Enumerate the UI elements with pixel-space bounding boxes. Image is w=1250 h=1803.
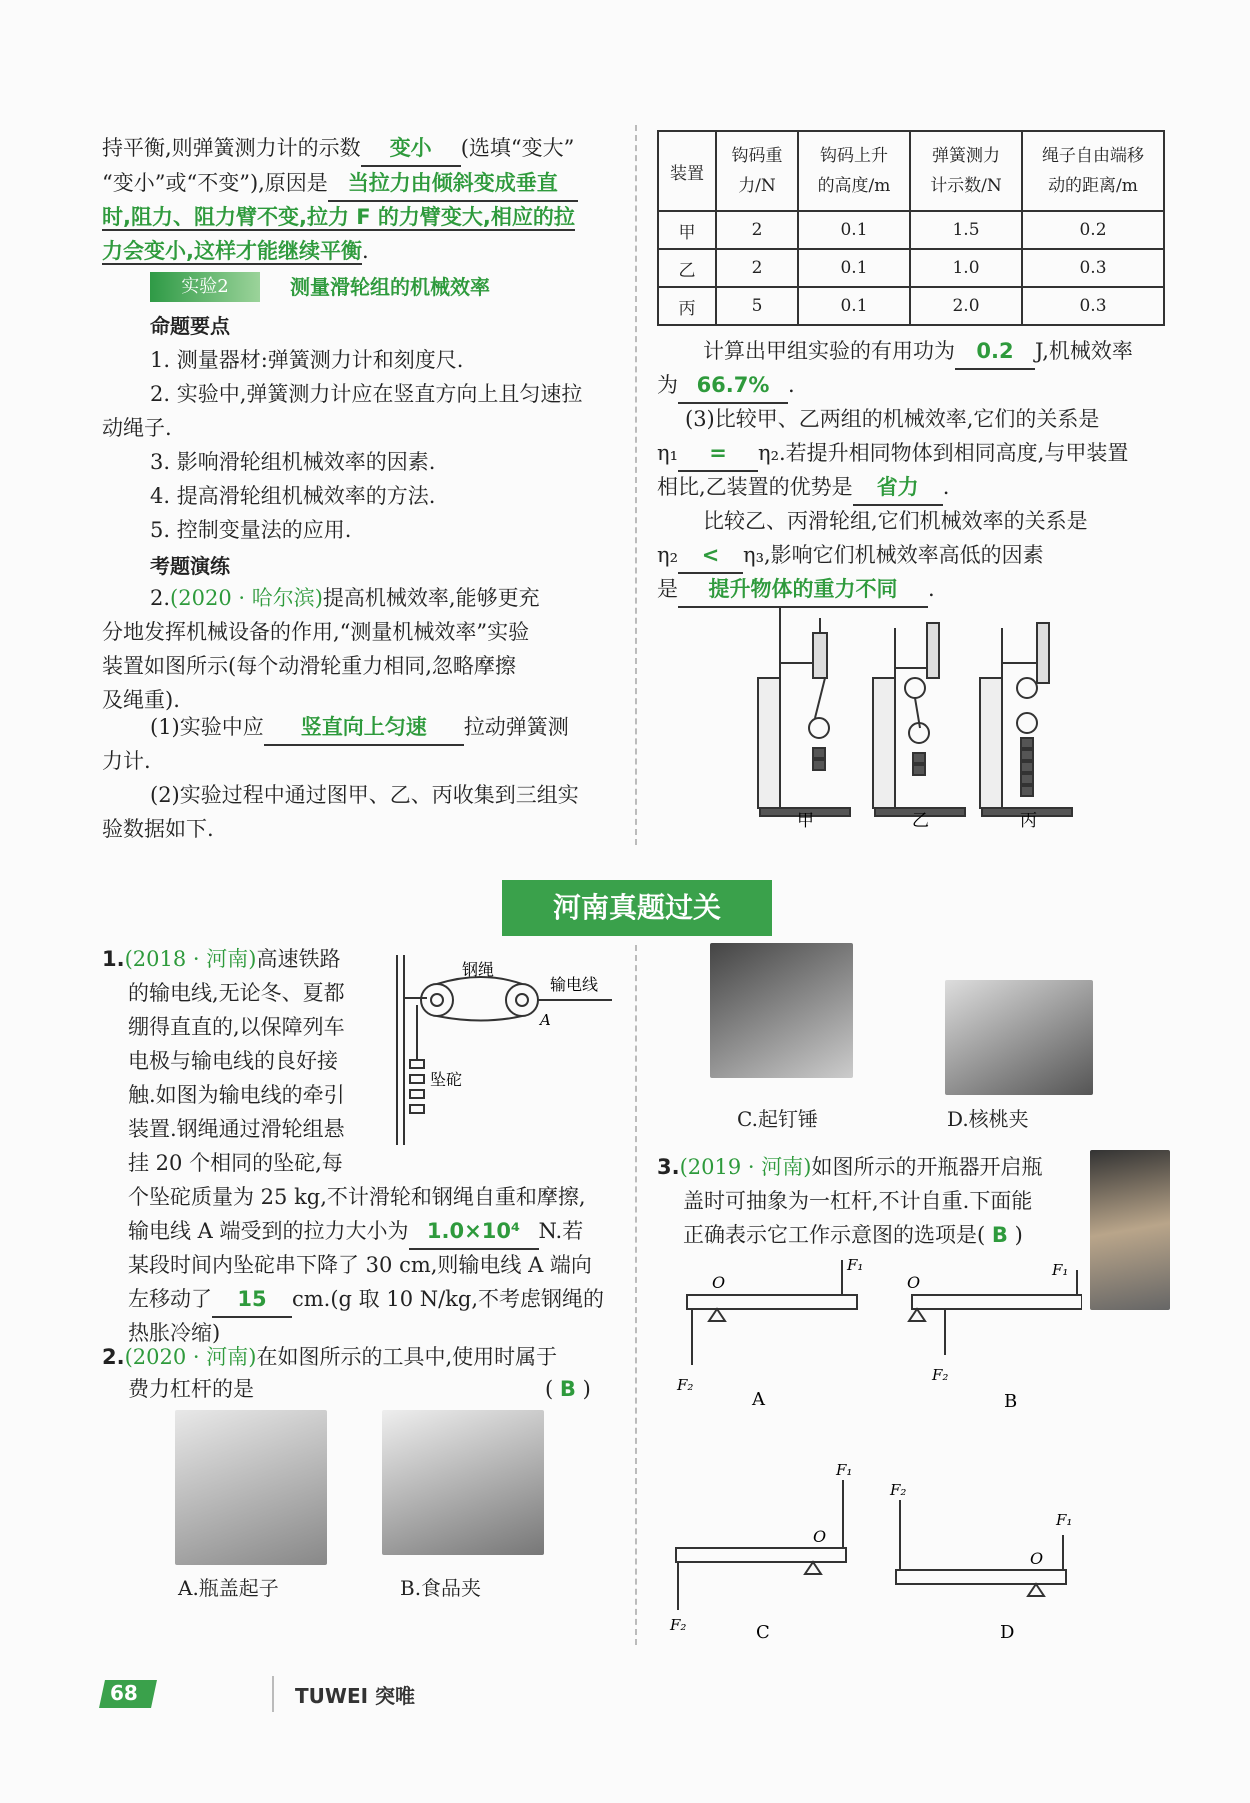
bottle-opener-photo: [175, 1410, 327, 1565]
figure-label-yi: 乙: [912, 811, 929, 828]
table-cell: 2: [716, 211, 798, 249]
label-f2: F₂: [670, 1616, 687, 1634]
text-line: 时,阻力、阻力臂不变,拉力 F 的力臂变大,相应的拉: [102, 205, 575, 229]
question-line: 的输电线,无论冬、夏都: [128, 981, 345, 1005]
food-tongs-photo: [382, 1410, 544, 1555]
question-line: 触.如图为输电线的牵引: [128, 1083, 345, 1107]
text-line: 力会变小,这样才能继续平衡.: [102, 239, 369, 263]
label-o: O: [712, 1273, 726, 1292]
text-line: “变小”或“不变”),原因是 当拉力由倾斜变成垂直: [102, 166, 578, 202]
text-line: 计算出甲组实验的有用功为 0.2 J,机械效率: [703, 334, 1133, 370]
table-cell: 5: [716, 287, 798, 325]
points-heading: 命题要点: [150, 314, 230, 338]
question-line: 验数据如下.: [102, 817, 214, 841]
label-f1: F₁: [847, 1256, 864, 1274]
question-line: 2.(2020 · 哈尔滨)提高机械效率,能够更充: [150, 586, 540, 610]
table-cell: 0.1: [798, 287, 910, 325]
question-line: 某段时间内坠砣串下降了 30 cm,则输电线 A 端向: [128, 1253, 592, 1277]
point: 5. 控制变量法的应用.: [150, 518, 352, 542]
footer-divider: [272, 1676, 274, 1712]
question-line: (1)实验中应 竖直向上匀速 拉动弹簧测: [150, 710, 569, 746]
question-line: (2)实验过程中通过图甲、乙、丙收集到三组实: [150, 783, 579, 807]
lever-diagram-top: [672, 1255, 1082, 1415]
label-f2: F₂: [677, 1376, 694, 1394]
option-label: D: [1000, 1622, 1015, 1640]
data-table: [657, 130, 1165, 326]
section-banner: 河南真题过关: [502, 880, 772, 936]
traction-device-figure: [392, 950, 622, 1150]
option-label: A: [752, 1389, 765, 1410]
caption-b: B.食品夹: [400, 1576, 482, 1600]
text-line: 比较乙、丙滑轮组,它们机械效率的关系是: [703, 509, 1088, 533]
caption-c: C.起钉锤: [737, 1107, 818, 1131]
bottle-opener-lever-photo: [1090, 1150, 1170, 1310]
label-o: O: [813, 1527, 827, 1546]
lever-diagram-bottom: [668, 1460, 1078, 1640]
caption-a: A.瓶盖起子: [178, 1576, 279, 1600]
option-label: B: [1004, 1391, 1018, 1412]
question-line: 挂 20 个相同的坠砣,每: [128, 1151, 343, 1175]
text-line: 是 提升物体的重力不同 .: [657, 572, 935, 608]
table-cell: 1.0: [910, 249, 1022, 287]
table-cell: 0.3: [1022, 287, 1164, 325]
brand-logo: TUWEI 突唯: [295, 1684, 416, 1708]
label-f2: F₂: [890, 1481, 907, 1499]
table-cell: 0.1: [798, 249, 910, 287]
experiment-tag: 实验2: [150, 272, 260, 302]
pulley-apparatus-figure: [755, 608, 1075, 828]
question-line: 费力杠杆的是: [128, 1377, 254, 1401]
question-line: 及绳重).: [102, 688, 180, 712]
table-cell: 0.1: [798, 211, 910, 249]
point: 2. 实验中,弹簧测力计应在竖直方向上且匀速拉: [150, 382, 583, 406]
text-line: η₁ = η₂.若提升相同物体到相同高度,与甲装置: [657, 436, 1128, 472]
table-header: 钩码重 力/N: [716, 131, 798, 211]
caption-d: D.核桃夹: [947, 1107, 1029, 1131]
page-number: 68: [110, 1681, 138, 1705]
question-line: 个坠砣质量为 25 kg,不计滑轮和钢绳自重和摩擦,: [128, 1185, 586, 1209]
table-cell: 1.5: [910, 211, 1022, 249]
question-line: 2.(2020 · 河南)在如图所示的工具中,使用时属于: [102, 1345, 558, 1369]
column-divider: [635, 945, 637, 1645]
text-line: 为 66.7% .: [657, 368, 795, 404]
question-line: 3.(2019 · 河南)如图所示的开瓶器开启瓶: [657, 1155, 1043, 1179]
question-line: 左移动了 15 cm.(g 取 10 N/kg,不考虑钢绳的: [128, 1282, 604, 1318]
table-cell: 2: [716, 249, 798, 287]
question-line: 热胀冷缩): [128, 1321, 221, 1345]
label-f2: F₂: [932, 1366, 949, 1384]
figure-label-weight: 坠砣: [430, 1070, 463, 1089]
point: 3. 影响滑轮组机械效率的因素.: [150, 450, 436, 474]
figure-label-jia: 甲: [797, 811, 814, 828]
question-line: 分地发挥机械设备的作用,“测量机械效率”实验: [102, 620, 530, 644]
text-line: 相比,乙装置的优势是 省力 .: [657, 470, 949, 506]
label-f1: F₁: [836, 1461, 853, 1479]
column-divider: [635, 125, 637, 845]
text-line: 持平衡,则弹簧测力计的示数 变小 (选填“变大”: [102, 131, 574, 167]
figure-label-rope: 钢绳: [462, 960, 495, 979]
table-cell: 甲: [658, 211, 716, 249]
text-line: (3)比较甲、乙两组的机械效率,它们的关系是: [685, 407, 1100, 431]
option-label: C: [756, 1622, 770, 1640]
table-cell: 2.0: [910, 287, 1022, 325]
question-line: 装置.钢绳通过滑轮组悬: [128, 1117, 345, 1141]
table-cell: 0.3: [1022, 249, 1164, 287]
table-cell: 0.2: [1022, 211, 1164, 249]
table-header: 钩码上升 的高度/m: [798, 131, 910, 211]
table-header: 弹簧测力 计示数/N: [910, 131, 1022, 211]
nutcracker-photo: [945, 980, 1093, 1095]
question-line: 1.(2018 · 河南)高速铁路: [102, 947, 341, 971]
label-o: O: [907, 1273, 921, 1292]
question-line: 电极与输电线的良好接: [128, 1049, 338, 1073]
table-cell: 乙: [658, 249, 716, 287]
practice-heading: 考题演练: [150, 554, 230, 578]
question-line: 力计.: [102, 749, 151, 773]
table-cell: 丙: [658, 287, 716, 325]
question-line: 绷得直直的,以保障列车: [128, 1015, 345, 1039]
question-line: 输电线 A 端受到的拉力大小为 1.0×10⁴ N.若: [128, 1214, 583, 1250]
label-f1: F₁: [1056, 1511, 1073, 1529]
figure-label-a: A: [540, 1011, 551, 1029]
text-line: η₂ < η₃,影响它们机械效率高低的因素: [657, 538, 1044, 574]
table-header: 绳子自由端移 动的距离/m: [1022, 131, 1164, 211]
point: 动绳子.: [102, 416, 172, 440]
figure-label-wire: 输电线: [550, 975, 599, 994]
question-line: 装置如图所示(每个动滑轮重力相同,忽略摩擦: [102, 654, 516, 678]
figure-label-bing: 丙: [1020, 811, 1037, 828]
point: 1. 测量器材:弹簧测力计和刻度尺.: [150, 348, 464, 372]
claw-hammer-photo: [710, 943, 853, 1078]
point: 4. 提高滑轮组机械效率的方法.: [150, 484, 436, 508]
experiment-title: 测量滑轮组的机械效率: [290, 275, 490, 299]
question-line: 正确表示它工作示意图的选项是( B ): [683, 1223, 1023, 1247]
table-header: 装置: [658, 131, 716, 211]
label-o: O: [1030, 1549, 1044, 1568]
question-line: 盖时可抽象为一杠杆,不计自重.下面能: [683, 1189, 1033, 1213]
label-f1: F₁: [1052, 1261, 1069, 1279]
answer-paren: ( B ): [545, 1377, 591, 1401]
